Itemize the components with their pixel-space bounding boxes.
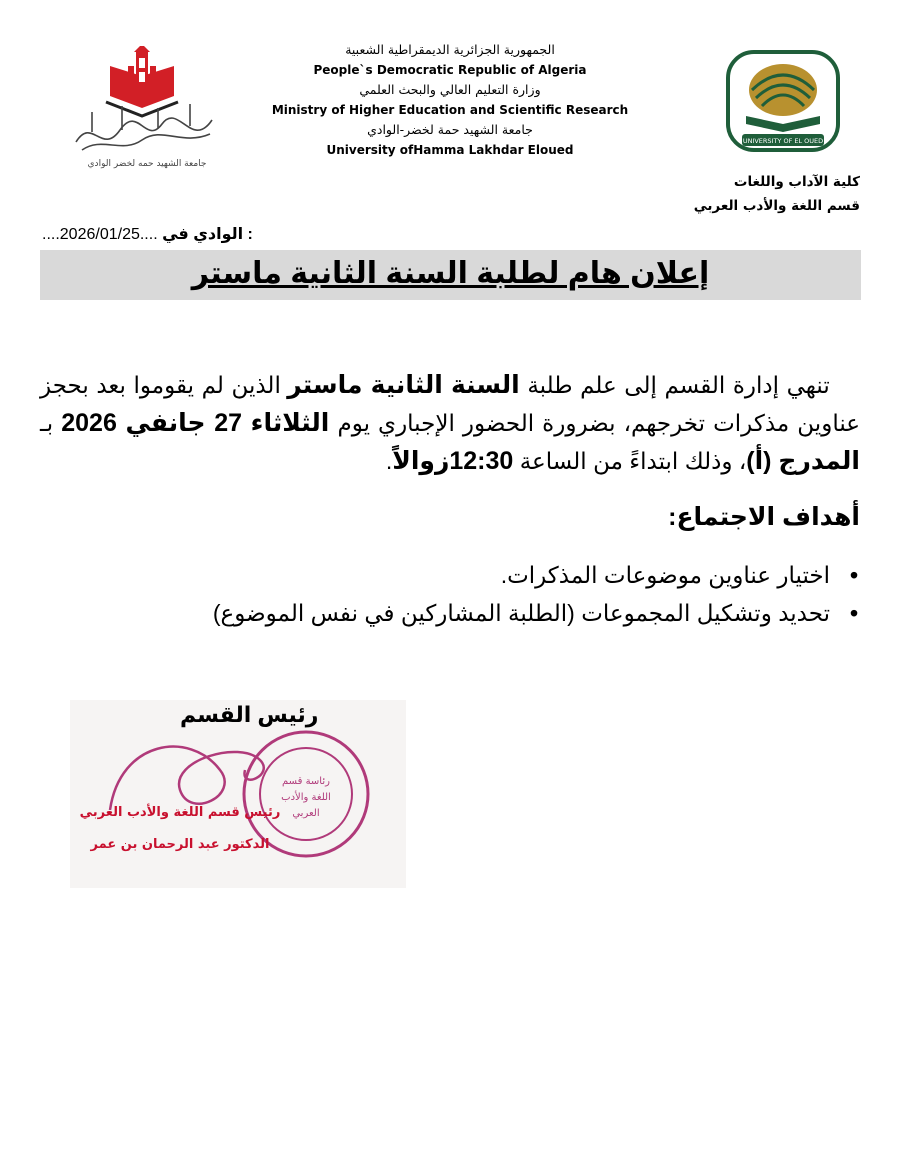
stamp-line-2: الدكتور عبد الرحمان بن عمر [90, 837, 270, 852]
body-part-3: بـ [40, 410, 62, 436]
handwritten-signature [110, 747, 264, 810]
date-line [42, 224, 253, 246]
body-bold-time: 12:30زوالاً [392, 447, 514, 475]
faculty-name: كلية الآداب واللغات [733, 174, 860, 190]
title-bar [40, 250, 861, 300]
body-part-5: . [385, 448, 393, 474]
header-ministry-en: Ministry of Higher Education and Scientific Research [271, 103, 629, 117]
header-university-en: University ofHamma Lakhdar Eloued [326, 143, 574, 157]
header-country-en: People`s Democratic Republic of Algeria [313, 63, 587, 77]
svg-text:اللغة والأدب: اللغة والأدب [281, 792, 331, 803]
department-name: قسم اللغة والأدب العربي [693, 198, 860, 214]
header-university-ar: جامعة الشهيد حمة لخضر-الوادي [367, 122, 533, 137]
svg-text:العربي: العربي [292, 808, 320, 819]
stamp-line-1: رئيس قسم اللغة والأدب العربي [79, 805, 281, 820]
bullet-icon: • [849, 600, 858, 626]
body-part-1: تنهي إدارة القسم إلى علم طلبة [519, 372, 830, 398]
faculty-block [694, 170, 860, 218]
body-bold-date: الثلاثاء 27 جانفي 2026 [61, 409, 330, 437]
date-value: ....2026/01/25.... [42, 226, 158, 243]
header-country-ar: الجمهورية الجزائرية الديمقراطية الشعبية [345, 42, 555, 57]
objectives-title: أهداف الاجتماع: [668, 503, 860, 531]
signature-area [70, 700, 406, 888]
objective-text: تحديد وتشكيل المجموعات (الطلبة المشاركين في نفس الموضوع) [212, 600, 830, 626]
faculty-logo [62, 46, 232, 176]
signature-stamp-image [70, 700, 406, 888]
university-logo [726, 50, 840, 152]
body-part-2: الذين لم يقوموا بعد بحجز عناوين مذكرات تخرجهم، بضرورة الحضور الإجباري يوم [40, 372, 860, 436]
date-label: الوادي في : [162, 226, 253, 243]
header-block [230, 40, 670, 160]
objective-text: اختيار عناوين موضوعات المذكرات. [500, 562, 830, 588]
body-bold-hall: المدرج (أ) [746, 447, 860, 475]
signature-title: رئيس القسم [180, 702, 319, 727]
list-item [213, 594, 858, 632]
objectives-list [213, 556, 858, 632]
list-item [213, 556, 858, 594]
body-bold-level: السنة الثانية ماستر [287, 371, 520, 399]
svg-text:رئاسة قسم: رئاسة قسم [282, 776, 330, 787]
university-logo-text: UNIVERSITY OF EL OUED [742, 137, 824, 145]
header-ministry-ar: وزارة التعليم العالي والبحث العلمي [359, 82, 541, 97]
faculty-logo-subtext: جامعة الشهيد حمه لخضر الوادي [87, 159, 207, 169]
body-part-4: ، وذلك ابتداءً من الساعة [513, 448, 747, 474]
bullet-icon: • [849, 562, 858, 588]
page-title: إعلان هام لطلبة السنة الثانية ماستر [191, 257, 710, 290]
announcement-body [40, 366, 860, 480]
